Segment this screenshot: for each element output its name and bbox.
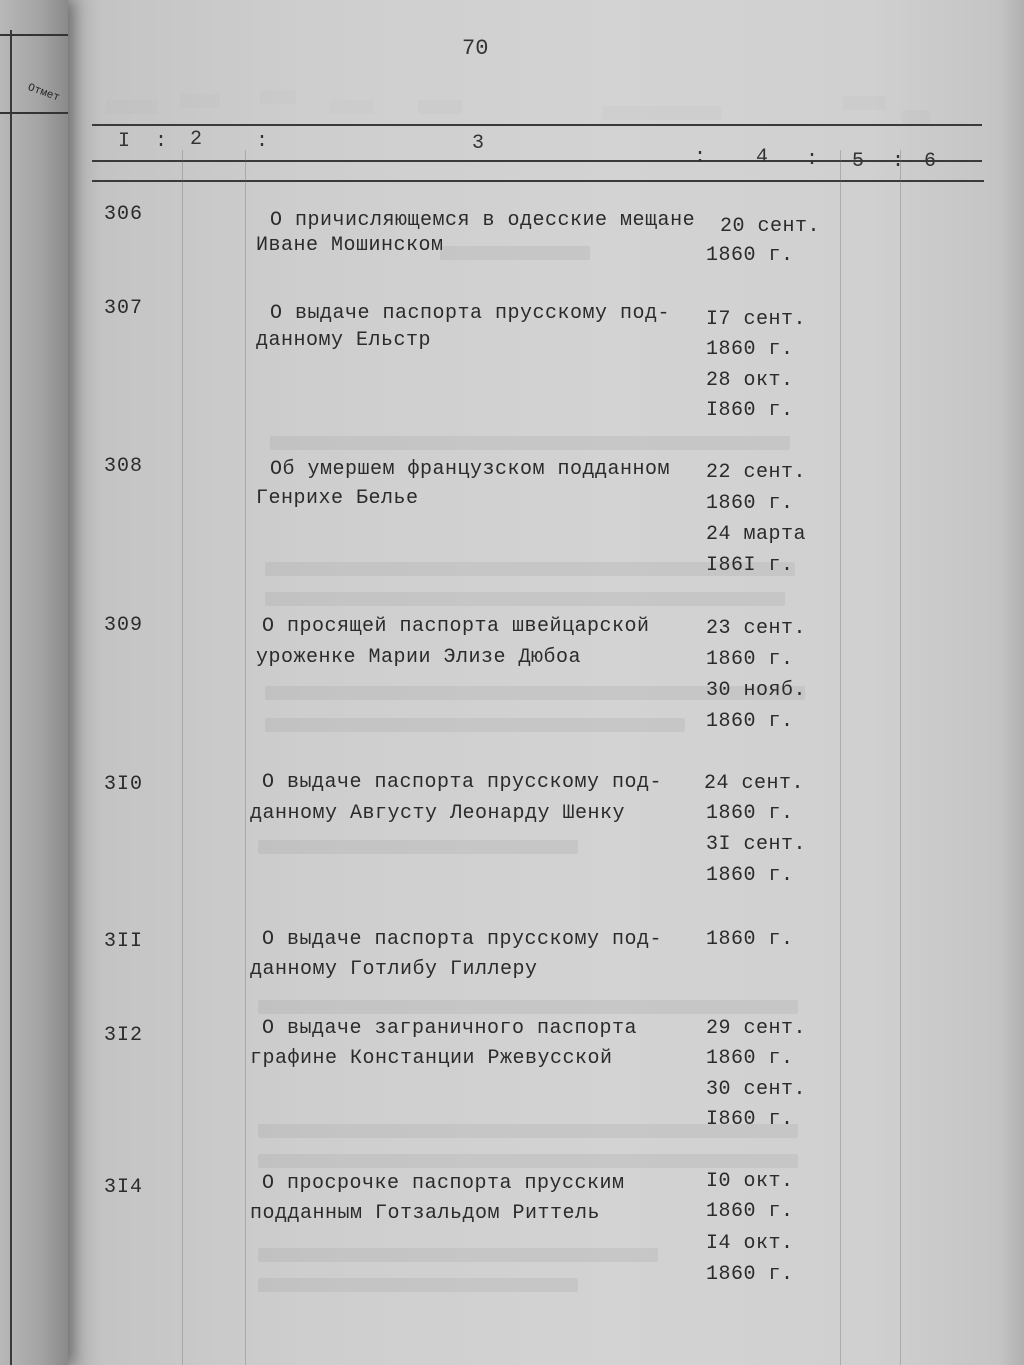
entry-number: 3I2 xyxy=(104,1024,144,1047)
entry-date: 29 сент. xyxy=(706,1017,807,1040)
entry-date: I86I г. xyxy=(706,554,794,577)
column-separator: : xyxy=(806,148,819,171)
column-header-2: 2 xyxy=(190,128,203,151)
column-rule xyxy=(840,150,841,1365)
entry-date: I4 окт. xyxy=(706,1232,794,1255)
entry-date: 1860 г. xyxy=(706,1047,794,1070)
margin-rule xyxy=(0,34,68,36)
entry-title: подданным Готзальдом Риттель xyxy=(250,1202,601,1225)
entry-date: I860 г. xyxy=(706,399,794,422)
entry-date: 30 сент. xyxy=(706,1078,807,1101)
entry-date: 28 окт. xyxy=(706,369,794,392)
entry-title: О просрочке паспорта прусским xyxy=(262,1172,625,1195)
entry-date: 1860 г. xyxy=(706,802,794,825)
header-bottom-rule xyxy=(92,180,984,182)
entry-date: 22 сент. xyxy=(706,461,807,484)
previous-page-edge xyxy=(0,0,68,1365)
entry-title: графине Констанции Ржевусской xyxy=(250,1047,613,1070)
entry-title: данному Готлибу Гиллеру xyxy=(250,958,538,981)
column-separator: : xyxy=(694,146,707,169)
page-edge-shadow xyxy=(1000,0,1024,1365)
entry-number: 306 xyxy=(104,203,144,226)
entry-date: 30 нояб. xyxy=(706,679,807,702)
column-header-1: I xyxy=(118,130,131,153)
column-rule xyxy=(900,150,901,1365)
column-header-3: 3 xyxy=(472,132,485,155)
header-top-rule xyxy=(92,124,982,126)
entry-date: 1860 г. xyxy=(706,928,794,951)
entry-date: 24 сент. xyxy=(704,772,805,795)
entry-title: О просящей паспорта швейцарской xyxy=(262,615,650,638)
entry-date: 1860 г. xyxy=(706,492,794,515)
entry-title: Генрихе Белье xyxy=(256,487,419,510)
entry-date: 20 сент. xyxy=(720,215,821,238)
column-header-5: 5 xyxy=(852,150,865,173)
header-rule xyxy=(92,160,982,162)
entry-date: I7 сент. xyxy=(706,308,807,331)
column-header-6: 6 xyxy=(924,150,937,173)
entry-title: уроженке Марии Элизе Дюбоа xyxy=(256,646,582,669)
entry-number: 309 xyxy=(104,614,144,637)
column-separator: : xyxy=(256,130,269,153)
entry-date: 1860 г. xyxy=(706,864,794,887)
entry-number: 308 xyxy=(104,455,144,478)
entry-date: I0 окт. xyxy=(706,1170,794,1193)
entry-date: 24 марта xyxy=(706,523,807,546)
entry-title: Иване Мошинском xyxy=(256,234,444,257)
entry-date: 1860 г. xyxy=(706,1200,794,1223)
margin-rule xyxy=(0,112,68,114)
entry-date: 1860 г. xyxy=(706,648,794,671)
entry-date: 3I сент. xyxy=(706,833,807,856)
column-separator: : xyxy=(892,150,905,173)
entry-title: О выдаче заграничного паспорта xyxy=(262,1017,638,1040)
entry-date: 1860 г. xyxy=(706,244,794,267)
entry-title: данному Ельстр xyxy=(256,329,432,352)
entry-date: 1860 г. xyxy=(706,710,794,733)
entry-number: 3I4 xyxy=(104,1176,144,1199)
entry-number: 3I0 xyxy=(104,773,144,796)
entry-title: О выдаче паспорта прусскому под- xyxy=(262,771,663,794)
entry-title: данному Августу Леонарду Шенку xyxy=(250,802,626,825)
column-separator: : xyxy=(155,130,168,153)
entry-date: 1860 г. xyxy=(706,1263,794,1286)
entry-number: 307 xyxy=(104,297,144,320)
entry-number: 3II xyxy=(104,930,144,953)
entry-date: 23 сент. xyxy=(706,617,807,640)
column-header-4: 4 xyxy=(756,146,769,169)
entry-title: Об умершем французском подданном xyxy=(270,458,671,481)
bleed-through-header xyxy=(82,76,962,124)
entry-title: О выдаче паспорта прусскому под- xyxy=(270,302,671,325)
entry-title: О причисляющемся в одесские мещане xyxy=(270,209,696,232)
column-rule xyxy=(182,150,183,1365)
margin-label: Отмет xyxy=(25,82,62,105)
entry-date: I860 г. xyxy=(706,1108,794,1131)
page-number: 70 xyxy=(462,36,489,61)
entry-title: О выдаче паспорта прусскому под- xyxy=(262,928,663,951)
column-rule xyxy=(245,150,246,1365)
margin-rule xyxy=(10,30,12,1365)
entry-date: 1860 г. xyxy=(706,338,794,361)
